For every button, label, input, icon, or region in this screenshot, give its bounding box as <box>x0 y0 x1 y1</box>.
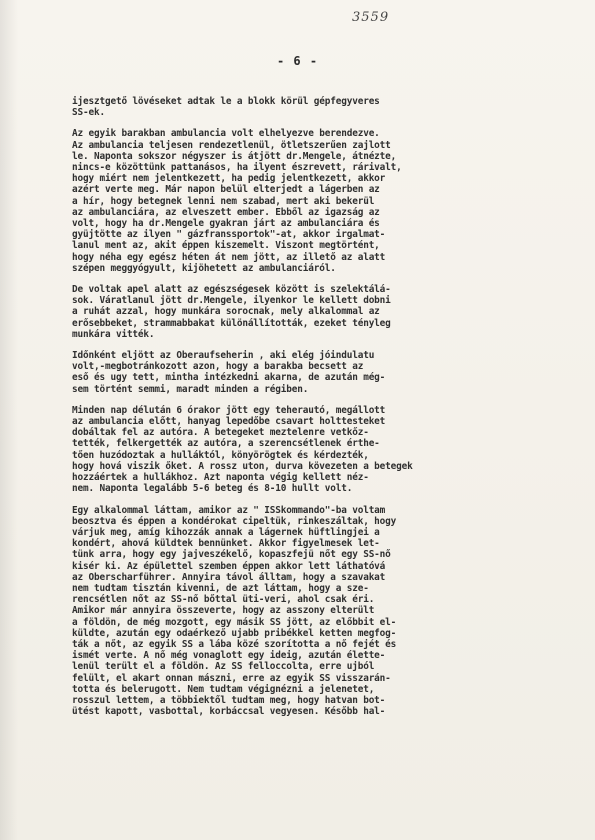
text-line: a ruhát azzal, hogy munkára sorocnak, mely alkalommal az <box>72 306 380 318</box>
text-line: Amikor már annyira összeverte, hogy az asszony elterült <box>72 605 375 617</box>
paragraph-5 <box>72 405 512 495</box>
scan-edge-shadow <box>0 0 18 840</box>
text-line: ismét verte. A nő még vonaglott egy ideig, azután élette- <box>72 650 386 662</box>
text-line: felült, el akart onnan mászni, erre az egyik SS visszarán- <box>72 672 391 684</box>
text-line: sok. Váratlanul jött dr.Mengele, ilyenkor le kellett dobni <box>72 295 391 307</box>
text-line: le. Naponta sokszor négyszer is átjött dr.Mengele, átnézte, <box>72 150 397 162</box>
text-line: rencsétlen nőt az SS-nő bőttal üti-veri, ahol csak éri. <box>72 594 375 606</box>
text-line: lenül terült el a földön. Az SS felloccolta, erre ujból <box>72 661 375 673</box>
text-line: gyüjtötte az ilyen " gázfranssportok"-at, akkor irgalmat- <box>72 229 386 241</box>
handwritten-archive-number: 3559 <box>352 10 390 25</box>
text-line: Időnként eljött az Oberaufseherin , aki elég jóindulatu <box>72 350 375 362</box>
text-line: hozzáértek a hullákhoz. Azt naponta végig kellett néz- <box>72 472 369 484</box>
text-line: várjuk meg, amíg kihozzák annak a lágernek hüftlingjei a <box>72 526 380 538</box>
text-line: a földön, de még mozgott, egy másik SS jött, az előbbit el- <box>72 616 397 628</box>
text-line: ütést kapott, vasbottal, korbáccsal vegyesen. Később hal- <box>72 706 386 718</box>
text-line: munkára vitték. <box>72 328 155 340</box>
text-line: Minden nap délután 6 órakor jött egy teherautó, megállott <box>72 404 386 416</box>
text-line: eső és ugy tett, mintha intézkedni akarna, de azután még- <box>72 372 386 384</box>
text-line: hogy hová viszik őket. A rossz uton, durva kövezeten a betegek <box>72 460 413 472</box>
text-line: SS-ek. <box>72 107 105 119</box>
text-line: szépen meggyógyult, kijöhetett az ambulanciáról. <box>72 262 336 274</box>
text-line: hogy néha egy egész héten át nem jött, az illető az alatt <box>72 251 386 263</box>
text-line: kondért, ahová küldtek bennünket. Akkor figyelmesek let- <box>72 538 380 550</box>
text-line: tünk arra, hogy egy jajveszékelő, kopaszfejü nőt egy SS-nő <box>72 549 391 561</box>
text-line: nem. Naponta legalább 5-6 beteg és 8-10 hullt volt. <box>72 483 353 495</box>
page-number: - 6 - <box>276 54 319 68</box>
text-line: Egy alkalommal láttam, amikor az " ISSkommando"-ba voltam <box>72 504 386 516</box>
text-line: kisér ki. Az épülettel szemben éppen akkor lett láthatóvá <box>72 560 386 572</box>
text-line: az ambulanciára, az elveszett ember. Ebből az igazság az <box>72 206 380 218</box>
text-line: erősebbeket, strammabbakat különállították, ezeket tényleg <box>72 317 391 329</box>
text-line: az Oberscharführer. Annyira távol álltam, hogy a szavakat <box>72 571 386 583</box>
text-line: sem történt semmi, maradt minden a régiben. <box>72 383 309 395</box>
paragraph-3 <box>72 284 512 340</box>
text-line: volt,-megbotránkozott azon, hogy a barakba becsett az <box>72 361 364 373</box>
paragraph-2 <box>72 128 512 274</box>
text-line: nem tudtam tisztán kivenni, de azt láttam, hogy a sze- <box>72 582 369 594</box>
text-line: az ambulancia előtt, hanyag lepedőbe csavart holttesteket <box>72 416 386 428</box>
text-line: Az egyik barakban ambulancia volt elhelyezve berendezve. <box>72 128 380 140</box>
text-line: dobáltak fel az autóra. A betegeket meztelenre vetkőz- <box>72 427 369 439</box>
paragraph-6 <box>72 505 512 718</box>
text-line: ijesztgető lövéseket adtak le a blokk körül gépfegyveres <box>72 96 380 107</box>
text-line: volt, hogy ha dr.Mengele gyakran járt az ambulanciára és <box>72 218 380 230</box>
text-line: nincs-e közöttünk pattanásos, ha ilyent észrevett, rárivalt, <box>72 162 402 174</box>
typewritten-body <box>72 96 512 727</box>
text-line: hogy miért nem jelentkezett, ha pedig jelentkezett, akkor <box>72 173 386 185</box>
text-line: ták a nőt, az egyik SS a lába közé szorította a nő fejét és <box>72 638 397 650</box>
text-line: lanul ment az, akit éppen kiszemelt. Viszont megtörtént, <box>72 240 380 252</box>
text-line: De voltak apel alatt az egészségesek között is szelektálá- <box>72 284 391 296</box>
text-line: tették, felkergették az autóra, a szerencsétlenek érthe- <box>72 438 380 450</box>
paragraph-1 <box>72 96 512 118</box>
text-line: a hír, hogy betegnek lenni nem szabad, mert aki bekerül <box>72 195 375 207</box>
text-line: küldte, azután egy odaérkező ujabb pribékkel ketten megfog- <box>72 627 397 639</box>
text-line: beosztva és éppen a kondérokat cipeltük, rinkeszáltak, hogy <box>72 515 397 527</box>
text-line: totta és belerugott. Nem tudtam végignézni a jelenetet, <box>72 683 375 695</box>
paragraph-4 <box>72 350 512 395</box>
text-line: tően huzódoztak a hulláktól, könyörögtek és kérdezték, <box>72 449 369 461</box>
text-line: azért verte meg. Már napon belül elterjedt a lágerben az <box>72 184 380 196</box>
text-line: rosszul lettem, a többiektől tudtam meg, hogy hatvan bot- <box>72 694 386 706</box>
text-line: Az ambulancia teljesen rendezetlenül, ötletszerűen zajlott <box>72 139 391 151</box>
